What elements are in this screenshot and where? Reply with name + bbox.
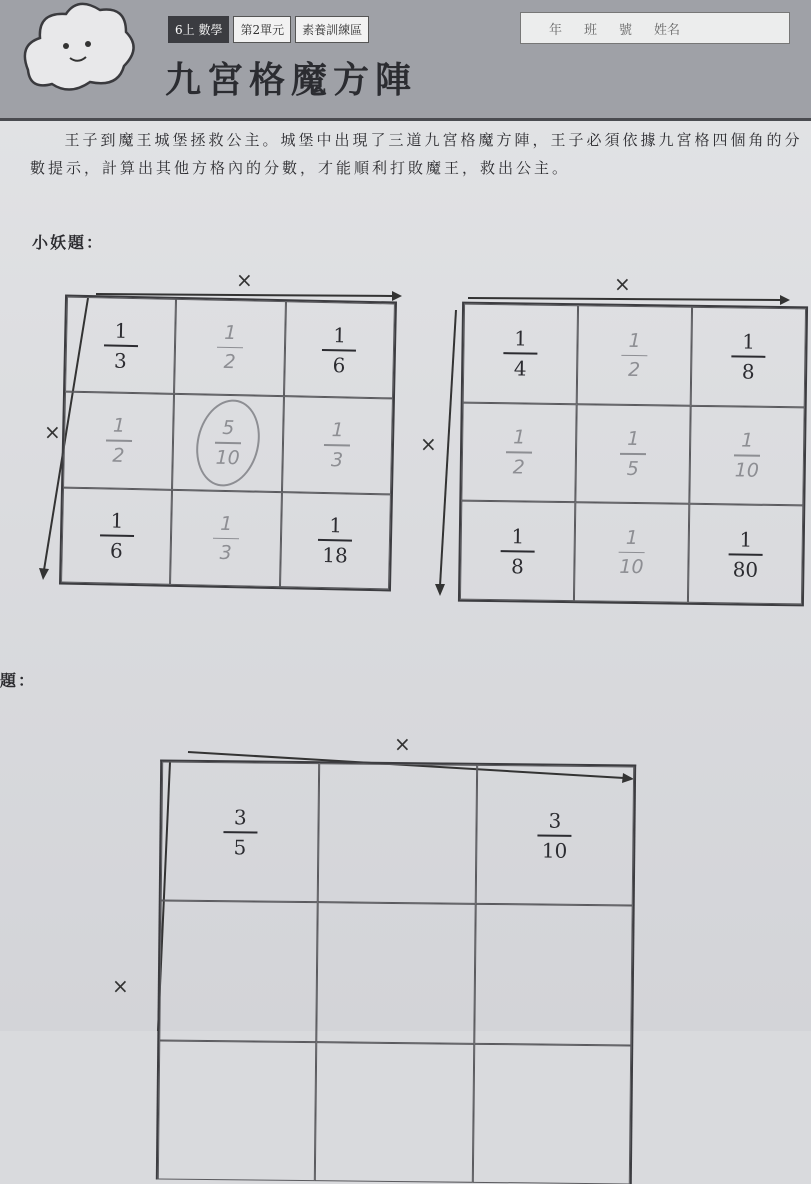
printed-fraction [500, 525, 535, 577]
unit-tag: 第2單元 [233, 16, 291, 43]
denominator: 10 [619, 556, 644, 579]
intro-paragraph: 王子到魔王城堡拯救公主。城堡中出現了三道九宮格魔方陣，王子必須依據九宮格四個角的分數提示，計算出其他方格內的分數，才能順利打敗魔王，救出公主。 [30, 131, 803, 177]
handwritten-fraction [506, 426, 533, 478]
numerator: 1 [742, 329, 756, 355]
grid-cell [172, 394, 283, 492]
fraction-bar [104, 344, 138, 347]
grid-cell [315, 1042, 474, 1183]
numerator: 1 [110, 508, 124, 534]
grid-cell [474, 904, 633, 1045]
grid-cell [159, 901, 318, 1042]
grid-cell [284, 301, 395, 399]
fraction-bar [501, 550, 535, 552]
handwritten-fraction [324, 419, 351, 471]
handwritten-fraction [618, 527, 645, 579]
fraction-bar [100, 535, 134, 538]
number-field-label: 號 [619, 22, 633, 38]
year-field-label: 年 [549, 22, 563, 38]
section-tag: 素養訓練區 [295, 16, 369, 43]
unit-tags [168, 16, 369, 43]
printed-fraction [322, 324, 357, 377]
denominator: 6 [109, 538, 123, 564]
fraction-bar [223, 831, 257, 833]
fraction-bar [217, 347, 243, 349]
grid-cell [574, 503, 689, 603]
numerator: 3 [233, 804, 247, 830]
denominator: 3 [330, 448, 344, 472]
fraction-bar [318, 539, 352, 542]
numerator: 1 [224, 321, 237, 345]
denominator: 3 [113, 348, 127, 373]
handwritten-fraction [216, 322, 243, 374]
grid-cell [463, 304, 578, 404]
subject-tag: 6上 數學 [168, 16, 229, 43]
numerator: 5 [222, 417, 235, 440]
fraction-bar [619, 552, 645, 554]
denominator: 5 [233, 834, 247, 860]
handwritten-fraction [620, 428, 647, 480]
denominator: 10 [541, 838, 568, 863]
handwritten-fraction [214, 417, 241, 469]
grid-cell [575, 404, 690, 504]
page-title: 九宮格魔方陣 [165, 59, 418, 101]
grid-cell [461, 402, 576, 502]
numerator: 1 [739, 527, 753, 552]
numerator: 1 [331, 419, 344, 442]
name-field-label: 姓名 [654, 22, 681, 38]
handwritten-fraction [734, 430, 761, 482]
denominator: 8 [741, 359, 755, 385]
multiply-symbol: × [236, 268, 253, 292]
fraction-bar [621, 354, 647, 356]
multiply-symbol: × [614, 272, 631, 296]
numerator: 1 [627, 428, 640, 451]
grid-cell [174, 299, 285, 397]
grid-cell [691, 307, 806, 407]
printed-fraction [318, 514, 353, 567]
fraction-bar [322, 349, 356, 352]
handwritten-fraction [105, 415, 132, 467]
grid-cell [472, 1043, 631, 1184]
denominator: 8 [510, 553, 524, 579]
multiply-symbol: × [44, 420, 61, 444]
fraction-bar [506, 451, 532, 453]
multiply-symbol: × [420, 432, 437, 456]
numerator: 1 [511, 523, 525, 549]
denominator: 10 [215, 446, 240, 469]
grid-cell [577, 305, 692, 405]
numerator: 1 [513, 426, 526, 449]
fraction-bar [620, 453, 646, 455]
grid-cell [688, 504, 803, 604]
fraction-bar [538, 834, 572, 836]
grid-cell [280, 492, 391, 590]
multiply-symbol: × [112, 974, 129, 998]
question-1-label: 小妖題： [32, 233, 105, 252]
fraction-bar [215, 442, 241, 444]
fraction-bar [729, 553, 763, 555]
student-info-box [520, 12, 790, 44]
numerator: 3 [548, 808, 562, 833]
denominator: 80 [732, 557, 759, 582]
grid-cell [61, 487, 172, 585]
numerator: 1 [328, 513, 343, 538]
grid-cell [65, 297, 176, 395]
numerator: 1 [112, 414, 126, 438]
denominator: 2 [627, 359, 641, 382]
cloud-mascot-icon [18, 0, 138, 95]
denominator: 3 [219, 541, 232, 565]
denominator: 10 [734, 459, 760, 482]
numerator: 1 [628, 329, 641, 352]
numerator: 1 [740, 429, 754, 452]
fraction-bar [734, 455, 760, 457]
fraction-bar [503, 353, 537, 355]
printed-fraction [731, 331, 766, 383]
denominator: 4 [513, 356, 527, 381]
printed-fraction [223, 806, 258, 858]
grid-cell [282, 396, 393, 494]
handwritten-fraction [621, 329, 648, 381]
numerator: 1 [220, 512, 233, 535]
printed-fraction [728, 528, 763, 580]
printed-fraction [99, 510, 134, 563]
denominator: 2 [512, 456, 526, 479]
magic-square-grid-3 [156, 760, 636, 1184]
grid-cell [170, 490, 281, 588]
grid-cell [475, 765, 634, 906]
magic-square-grid-1 [59, 295, 397, 592]
denominator: 5 [626, 457, 639, 480]
handwritten-fraction [212, 512, 239, 564]
numerator: 1 [114, 318, 128, 343]
grid-cell [689, 405, 804, 505]
class-field-label: 班 [584, 22, 598, 38]
grid-cell [460, 501, 575, 601]
denominator: 18 [322, 543, 348, 568]
fraction-bar [324, 444, 350, 446]
fraction-bar [213, 537, 239, 539]
grid-cell [161, 762, 320, 903]
question-2-label: 題： [0, 671, 37, 690]
multiply-symbol: × [394, 732, 411, 756]
fraction-bar [106, 440, 132, 442]
grid-cell [158, 1040, 317, 1181]
printed-fraction [103, 319, 138, 372]
printed-fraction [537, 809, 572, 861]
numerator: 1 [625, 526, 639, 549]
fraction-bar [731, 356, 765, 358]
denominator: 6 [332, 352, 346, 378]
denominator: 2 [112, 444, 125, 467]
grid-cell [317, 903, 476, 1044]
worksheet-header [0, 0, 811, 121]
grid-cell [318, 763, 477, 904]
printed-fraction [503, 328, 538, 380]
magic-square-grid-2 [458, 302, 808, 607]
numerator: 1 [514, 326, 528, 351]
numerator: 1 [332, 322, 347, 348]
grid-cell [63, 392, 174, 490]
denominator: 2 [223, 351, 236, 374]
